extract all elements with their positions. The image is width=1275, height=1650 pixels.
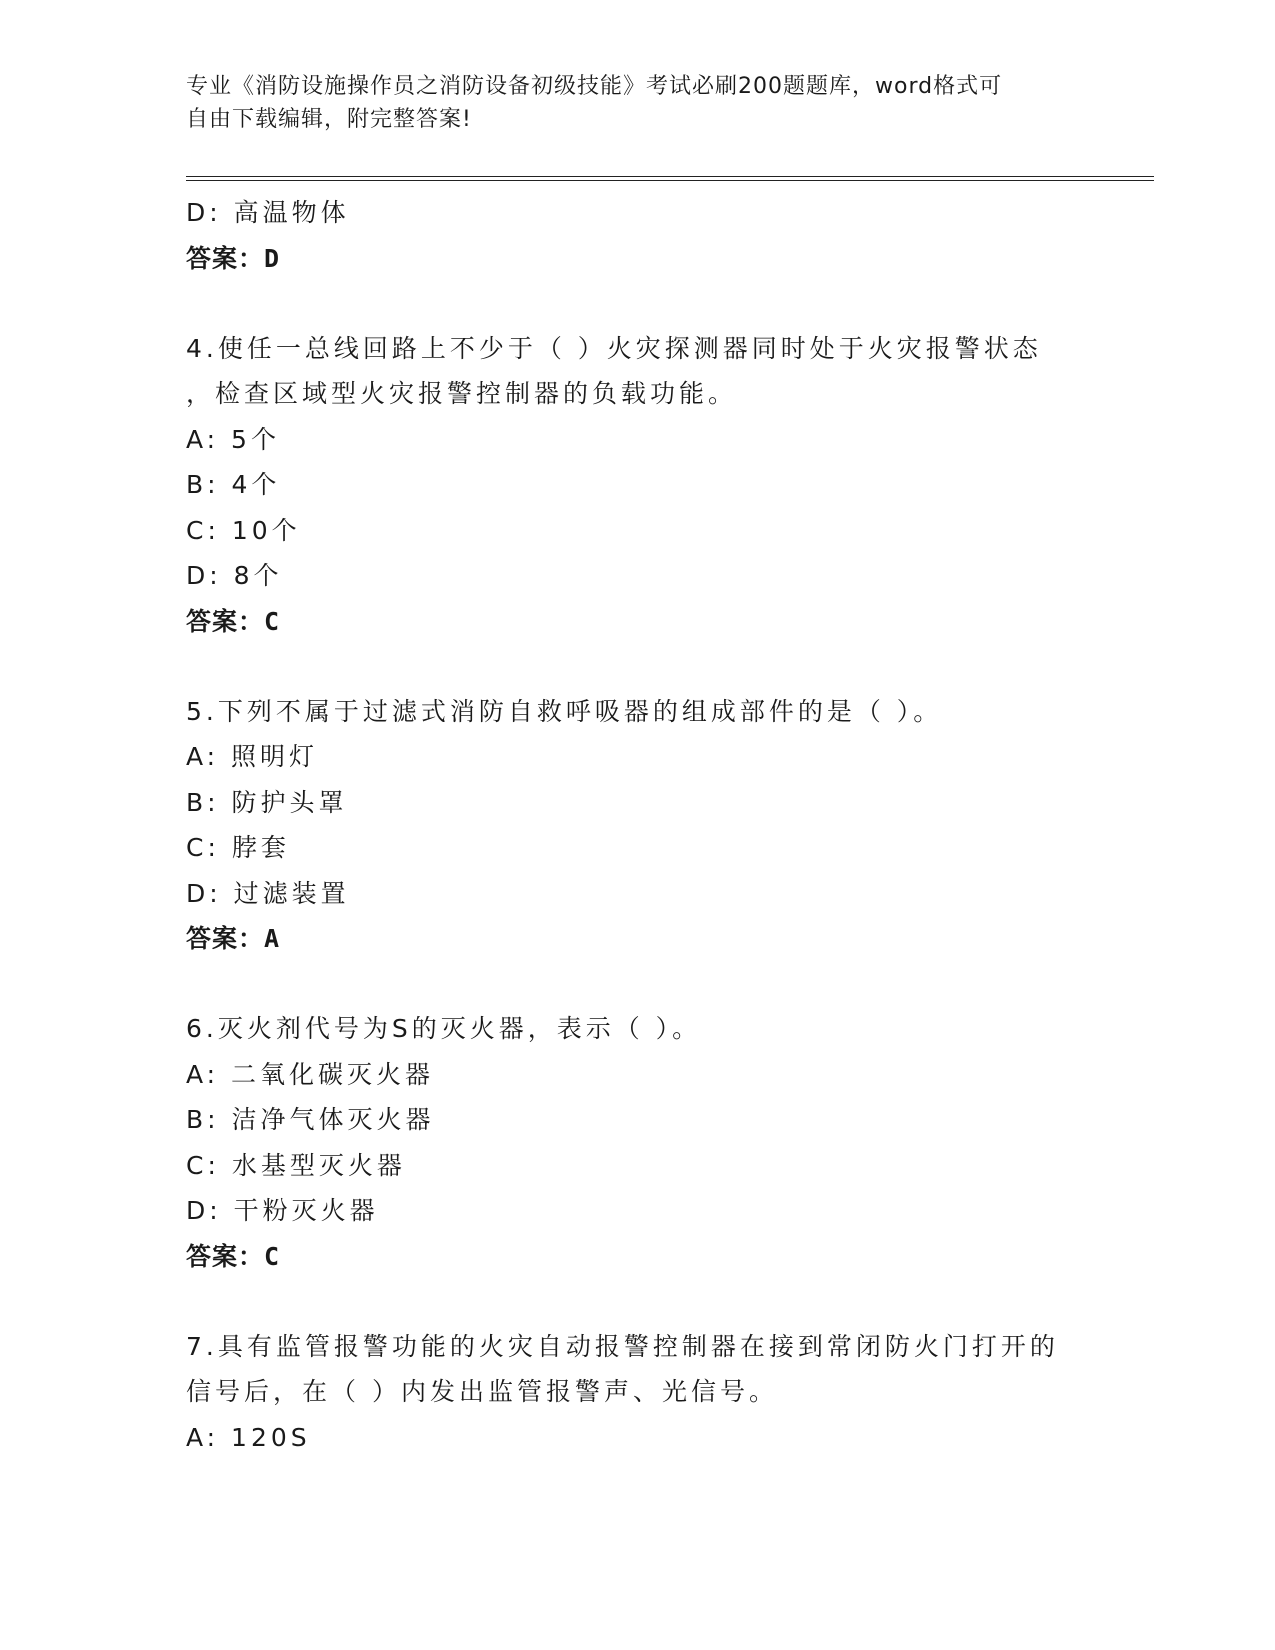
answer-label: 答案： (186, 1241, 265, 1271)
option-line: A: 二氧化碳灭火器 (186, 1059, 435, 1089)
question-text: 4.使任一总线回路上不少于（ ）火灾探测器同时处于火灾报警状态 (186, 333, 1042, 363)
answer-value: A (264, 924, 281, 953)
answer-line (186, 236, 1086, 282)
answer-value: C (264, 1241, 281, 1271)
option-line: C: 10个 (186, 515, 301, 545)
answer-value: C (264, 606, 281, 636)
question-block (186, 190, 1086, 282)
option-line: B: 4个 (186, 470, 281, 499)
option-line: D: 干粉灭火器 (186, 1196, 379, 1225)
option-line: C: 水基型灭火器 (186, 1150, 406, 1180)
header-line-1: 专业《消防设施操作员之消防设备初级技能》考试必刷200题题库，word格式可 (186, 74, 1003, 99)
answer-line (186, 1234, 1086, 1280)
answer-label: 答案： (186, 606, 265, 636)
question-text: ，检查区域型火灾报警控制器的负载功能。 (186, 379, 738, 408)
answer-line (186, 599, 1086, 645)
question-block (186, 326, 1086, 645)
question-block (186, 1006, 1086, 1280)
option-line: C: 脖套 (186, 833, 290, 862)
document-header (186, 70, 1086, 136)
answer-line (186, 916, 1086, 962)
answer-label: 答案： (186, 243, 265, 273)
option-line: D: 高温物体 (186, 198, 350, 227)
option-line: D: 8个 (186, 561, 283, 590)
question-text: 6.灭火剂代号为S的灭火器，表示（ ）。 (186, 1014, 702, 1043)
question-block (186, 1324, 1086, 1461)
question-text: 5.下列不属于过滤式消防自救呼吸器的组成部件的是（ ）。 (186, 696, 943, 726)
question-block (186, 689, 1086, 963)
question-list (186, 190, 1086, 1460)
option-line: D: 过滤装置 (186, 878, 350, 908)
option-line: A: 5个 (186, 424, 280, 454)
option-line: A: 120S (186, 1422, 311, 1452)
option-line: A: 照明灯 (186, 742, 319, 771)
option-line: B: 防护头罩 (186, 787, 348, 817)
answer-value: D (264, 243, 281, 273)
header-line-2: 自由下载编辑，附完整答案! (186, 107, 472, 132)
option-line: B: 洁净气体灭火器 (186, 1105, 435, 1134)
question-text: 信号后，在（ ）内发出监管报警声、光信号。 (186, 1377, 778, 1406)
header-double-rule (186, 176, 1154, 181)
answer-label: 答案： (186, 924, 265, 953)
question-text: 7.具有监管报警功能的火灾自动报警控制器在接到常闭防火门打开的 (186, 1331, 1059, 1361)
